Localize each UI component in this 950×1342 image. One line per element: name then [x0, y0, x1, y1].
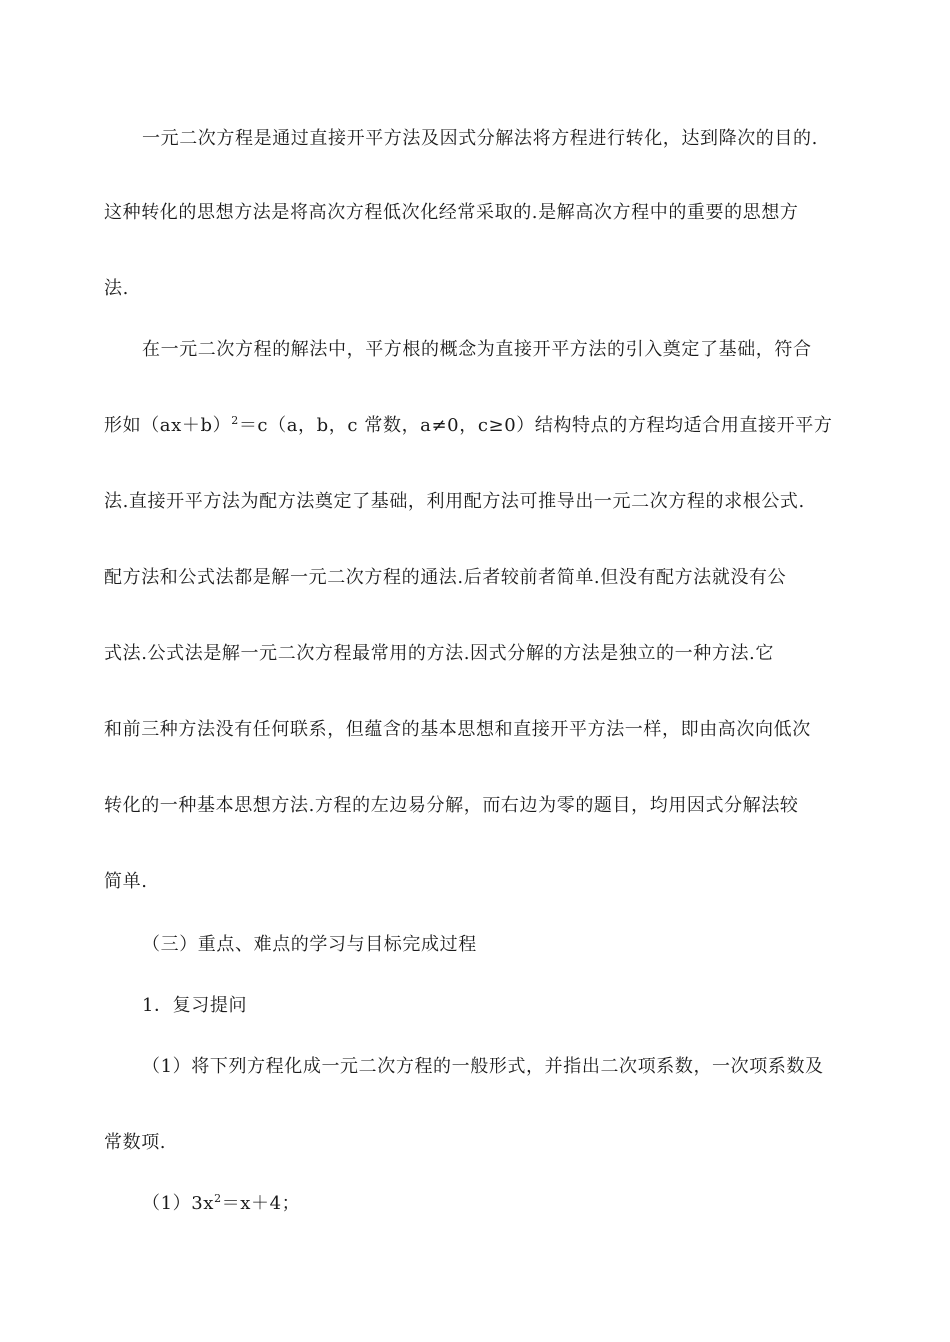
equation-1-prefix: （1）3x — [142, 1193, 215, 1214]
superscript-two: 2 — [231, 414, 239, 427]
paragraph-2-line-5: 式法.公式法是解一元二次方程最常用的方法.因式分解的方法是独立的一种方法.它 — [104, 643, 774, 664]
paragraph-2-line-8: 简单. — [104, 871, 148, 892]
paragraph-2-line-6: 和前三种方法没有任何联系，但蕴含的基本思想和直接开平方法一样，即由高次向低次 — [104, 719, 811, 740]
equation-1-exponent: 2 — [214, 1192, 222, 1205]
paragraph-2-line-4: 配方法和公式法都是解一元二次方程的通法.后者较前者简单.但没有配方法就没有公 — [104, 567, 787, 588]
paragraph-1-line-3: 法. — [104, 278, 129, 299]
equation-1 — [142, 1192, 300, 1216]
paragraph-2-line-3: 法.直接开平方法为配方法奠定了基础，利用配方法可推导出一元二次方程的求根公式. — [104, 491, 805, 512]
question-line-2: 常数项. — [104, 1132, 167, 1153]
equation-1-suffix: ＝x＋4； — [221, 1193, 301, 1214]
paragraph-2-line-2-end: ＝c（a，b，c 常数，a≠0，c≥0）结构特点的方程均适合用直接开平方 — [238, 415, 833, 436]
paragraph-2-line-1: 在一元二次方程的解法中，平方根的概念为直接开平方法的引入奠定了基础，符合 — [142, 339, 812, 360]
paragraph-2-line-2 — [104, 414, 832, 438]
subsection-heading: 1．复习提问 — [142, 995, 248, 1016]
paragraph-1-line-2: 这种转化的思想方法是将高次方程低次化经常采取的.是解高次方程中的重要的思想方 — [104, 202, 799, 223]
paragraph-2-line-7: 转化的一种基本思想方法.方程的左边易分解，而右边为零的题目，均用因式分解法较 — [104, 795, 799, 816]
paragraph-1-line-1: 一元二次方程是通过直接开平方法及因式分解法将方程进行转化，达到降次的目的. — [142, 128, 818, 149]
paragraph-2-line-2-start: 形如（ax＋b） — [104, 415, 232, 436]
question-line-1: （1）将下列方程化成一元二次方程的一般形式，并指出二次项系数，一次项系数及 — [142, 1056, 824, 1077]
section-heading: （三）重点、难点的学习与目标完成过程 — [142, 934, 477, 955]
